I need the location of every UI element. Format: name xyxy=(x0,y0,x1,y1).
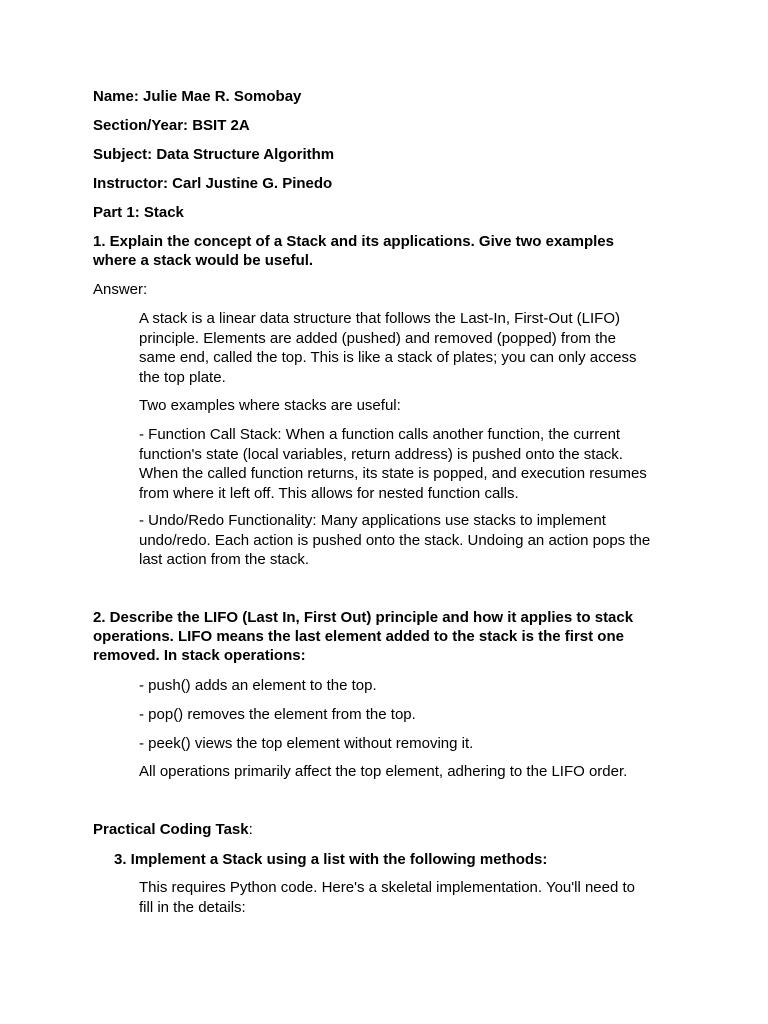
task3-intro-line-2: fill in the details: xyxy=(139,898,246,916)
example2-line-3: last action from the stack. xyxy=(139,551,310,568)
practical-heading xyxy=(93,820,693,840)
task3-intro-line-1: This requires Python code. Here's a skeletal implementation. You'll need to xyxy=(139,879,636,896)
example-function-call-stack xyxy=(139,425,679,503)
section-year: Section/Year: BSIT 2A xyxy=(93,117,250,134)
peek-operation: - peek() views the top element without removing it. xyxy=(139,735,474,752)
q2-question-line-3: removed. In stack operations: xyxy=(93,647,306,664)
stack-definition-paragraph xyxy=(139,309,679,387)
practical-heading-text: Practical Coding Task xyxy=(93,821,249,838)
q2-question-line-2: operations. LIFO means the last element added to the stack is the first one xyxy=(93,628,624,645)
part-heading: Part 1: Stack xyxy=(93,204,184,221)
task3-intro xyxy=(139,878,679,917)
student-name: Name: Julie Mae R. Somobay xyxy=(93,88,302,105)
q1-question-line-2: where a stack would be useful. xyxy=(93,252,314,269)
task3-heading: 3. Implement a Stack using a list with the following methods: xyxy=(114,851,548,868)
definition-line-3: same end, called the top. This is like a stack of plates; you can only access xyxy=(139,349,637,366)
definition-line-1: A stack is a linear data structure that follows the Last-In, First-Out (LIFO) xyxy=(139,310,621,327)
example1-line-1: - Function Call Stack: When a function calls another function, the current xyxy=(139,426,621,443)
definition-line-2: principle. Elements are added (pushed) and removed (popped) from the xyxy=(139,329,616,347)
q1-question-line-1: 1. Explain the concept of a Stack and its applications. Give two examples xyxy=(93,233,614,250)
answer-label: Answer: xyxy=(93,281,148,298)
instructor: Instructor: Carl Justine G. Pinedo xyxy=(93,175,333,192)
practical-heading-colon: : xyxy=(248,821,253,838)
example-undo-redo xyxy=(139,511,679,570)
q2-question-line-1: 2. Describe the LIFO (Last In, First Out) principle and how it applies to stack xyxy=(93,609,634,626)
example1-line-3: When the called function returns, its state is popped, and execution resumes xyxy=(139,465,647,482)
example2-line-1: - Undo/Redo Functionality: Many applications use stacks to implement xyxy=(139,512,606,529)
example2-line-2: undo/redo. Each action is pushed onto the stack. Undoing an action pops the xyxy=(139,531,651,549)
examples-intro: Two examples where stacks are useful: xyxy=(139,397,401,414)
pop-operation: - pop() removes the element from the top. xyxy=(139,706,416,723)
definition-line-4: the top plate. xyxy=(139,368,226,386)
lifo-summary: All operations primarily affect the top element, adhering to the LIFO order. xyxy=(139,763,628,780)
example1-line-2: function's state (local variables, return address) is pushed onto the stack. xyxy=(139,445,623,463)
subject: Subject: Data Structure Algorithm xyxy=(93,146,335,163)
push-operation: - push() adds an element to the top. xyxy=(139,677,377,694)
example1-line-4: from where it left off. This allows for nested function calls. xyxy=(139,484,519,502)
